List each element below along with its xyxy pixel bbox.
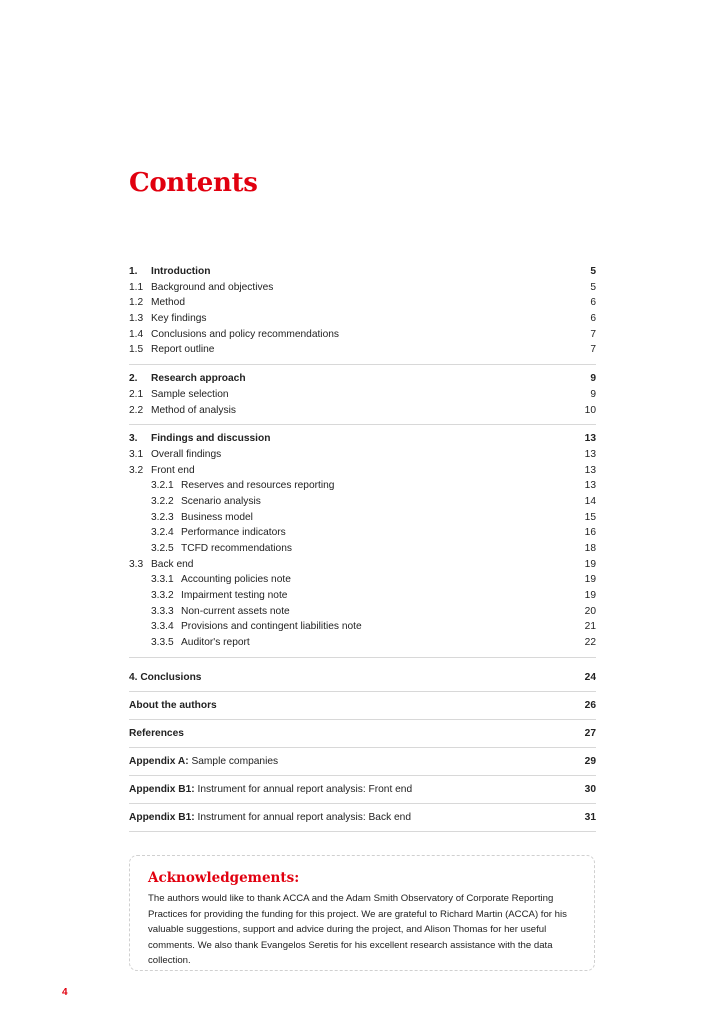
toc-entry-text: Provisions and contingent liabilities note: [181, 621, 362, 633]
toc-entry-text: Performance indicators: [181, 527, 286, 539]
table-of-contents: [129, 264, 596, 832]
section-divider: [129, 364, 596, 365]
toc-entry-page: 19: [584, 558, 596, 570]
toc-entry-label: [129, 295, 185, 311]
toc-entry-page: 9: [590, 388, 596, 400]
toc-entry-text: Auditor's report: [181, 637, 250, 649]
toc-entry-number: 2.2: [129, 404, 144, 416]
toc-section-heading[interactable]: [129, 431, 596, 447]
toc-appendix-strong: Appendix A:: [129, 755, 189, 767]
toc-heading-label: [129, 371, 246, 387]
toc-appendix-strong: Appendix B1:: [129, 783, 195, 795]
toc-entry-label: [129, 387, 229, 403]
toc-entry-number: 3.2: [129, 464, 144, 476]
toc-entry-page: 7: [590, 344, 596, 356]
toc-entry-number: 3.2.5: [151, 543, 174, 554]
toc-entry-number: 3.2.2: [151, 495, 174, 507]
toc-entry-text: Method of analysis: [151, 404, 236, 416]
toc-entry-number: 3.3.3: [151, 605, 174, 617]
toc-heading-label: [129, 264, 210, 280]
toc-appendix-strong: Appendix B1:: [129, 811, 195, 823]
toc-appendix-page: 24: [584, 671, 596, 683]
toc-entry-number: 3.3.1: [151, 574, 174, 586]
toc-entry-label: [129, 311, 207, 327]
page-number: 4: [62, 987, 68, 998]
toc-entry[interactable]: [129, 510, 596, 526]
toc-entry-label: [129, 463, 195, 479]
toc-entry-number: 1.5: [129, 344, 144, 356]
toc-entry-page: 21: [584, 621, 596, 633]
toc-entry-text: Conclusions and policy recommendations: [151, 328, 340, 340]
toc-entry-label: [151, 572, 291, 588]
toc-entry[interactable]: [129, 572, 596, 588]
acknowledgements-title: Acknowledgements:: [148, 870, 300, 886]
toc-entry[interactable]: [129, 311, 596, 327]
toc-appendix-rest: Sample companies: [188, 755, 279, 767]
toc-entry-text: Business model: [181, 511, 253, 523]
toc-entry[interactable]: [129, 387, 596, 403]
page-title: Contents: [129, 168, 258, 198]
toc-entry-page: 6: [590, 297, 596, 309]
toc-heading-label: [129, 431, 270, 447]
toc-entry[interactable]: [129, 342, 596, 358]
toc-entry[interactable]: [129, 635, 596, 651]
toc-entry-text: TCFD recommendations: [181, 543, 292, 554]
toc-entry-label: [151, 494, 261, 510]
toc-entry-label: [151, 525, 286, 541]
toc-entry-page: 15: [584, 511, 596, 523]
toc-heading-number: 1.: [129, 266, 138, 277]
section-divider: [129, 424, 596, 425]
toc-entry-page: 13: [584, 448, 596, 460]
toc-entry[interactable]: [129, 525, 596, 541]
toc-entry-page: 5: [590, 281, 596, 293]
toc-entry-label: [151, 604, 290, 620]
toc-appendix-page: 29: [584, 755, 596, 767]
toc-entry[interactable]: [129, 604, 596, 620]
toc-appendix-entry[interactable]: [129, 664, 596, 692]
toc-entry-page: 19: [584, 574, 596, 586]
toc-heading-text: Introduction: [151, 266, 211, 277]
toc-entry-page: 13: [584, 464, 596, 476]
toc-entry-label: [151, 635, 250, 651]
toc-entry-number: 3.2.3: [151, 511, 174, 523]
toc-entry[interactable]: [129, 403, 596, 419]
toc-appendix-label: [129, 784, 412, 795]
toc-entry-label: [129, 447, 221, 463]
toc-entry-label: [151, 510, 253, 526]
toc-entry[interactable]: [129, 619, 596, 635]
toc-appendix-rest: Instrument for annual report analysis: Back end: [194, 811, 411, 823]
toc-entry-text: Reserves and resources reporting: [181, 480, 335, 492]
toc-entry-label: [129, 327, 339, 343]
toc-section-heading[interactable]: [129, 371, 596, 387]
toc-heading-page: 9: [590, 373, 596, 385]
toc-section-heading[interactable]: [129, 264, 596, 280]
toc-heading-number: 3.: [129, 433, 138, 445]
acknowledgements-text: The authors would like to thank ACCA and the Adam Smith Observatory of Corporate Reporting Practices for providing the funding for this project. We are grateful to Richard Martin (ACCA) for his valuable suggestions, support and advice during the project, and Alison Thomas for her useful comments. We also thank Evangelos Seretis for his excellent research assistance with the data collection.: [148, 893, 567, 966]
toc-appendix-page: 30: [584, 783, 596, 795]
toc-entry-number: 3.1: [129, 448, 144, 460]
toc-entry-label: [151, 588, 287, 604]
toc-appendix-entry[interactable]: [129, 804, 596, 832]
toc-entry-page: 16: [584, 527, 596, 539]
toc-entry-text: Back end: [151, 558, 194, 570]
toc-appendix-label: [129, 812, 411, 823]
toc-entry-label: [151, 541, 292, 557]
toc-entry-page: 14: [584, 495, 596, 507]
toc-entry-page: 18: [584, 543, 596, 554]
toc-appendix-entry[interactable]: [129, 692, 596, 720]
toc-heading-page: 13: [584, 433, 596, 445]
toc-entry[interactable]: [129, 478, 596, 494]
toc-heading-text: Research approach: [151, 373, 246, 385]
toc-entry[interactable]: [129, 327, 596, 343]
toc-entry-number: 3.3: [129, 558, 144, 570]
toc-appendix-label: [129, 700, 217, 711]
toc-appendix-label: [129, 672, 201, 683]
toc-entry[interactable]: [129, 557, 596, 573]
toc-entry-text: Front end: [151, 464, 195, 476]
toc-entry-text: Scenario analysis: [181, 495, 261, 507]
toc-entry-number: 3.2.4: [151, 527, 174, 539]
toc-entry-number: 1.4: [129, 328, 144, 340]
toc-entry[interactable]: [129, 280, 596, 296]
toc-entry-number: 2.1: [129, 388, 144, 400]
toc-entry-number: 1.3: [129, 313, 144, 325]
toc-appendix-strong: About the authors: [129, 699, 217, 711]
toc-entry[interactable]: [129, 463, 596, 479]
toc-entry-text: Background and objectives: [151, 281, 274, 293]
toc-appendix-page: 27: [584, 727, 596, 739]
toc-entry-page: 20: [584, 605, 596, 617]
toc-entry-label: [129, 403, 236, 419]
toc-appendix-rest: Instrument for annual report analysis: Front end: [194, 783, 413, 795]
acknowledgements-box: [129, 855, 595, 971]
toc-heading-page: 5: [590, 266, 596, 277]
toc-appendix-label: [129, 728, 184, 739]
toc-appendix-entry[interactable]: [129, 776, 596, 804]
toc-entry-page: 10: [584, 404, 596, 416]
toc-entry[interactable]: [129, 541, 596, 557]
toc-entry-text: Key findings: [151, 313, 207, 325]
section-divider: [129, 657, 596, 658]
toc-entry-label: [151, 619, 362, 635]
toc-appendix-page: 26: [584, 699, 596, 711]
toc-entry-number: 1.1: [129, 281, 144, 293]
toc-heading-text: Findings and discussion: [151, 433, 271, 445]
toc-appendix-strong: 4. Conclusions: [129, 671, 202, 683]
toc-entry-text: Sample selection: [151, 388, 229, 400]
toc-entry-text: Overall findings: [151, 448, 222, 460]
toc-entry-label: [151, 478, 334, 494]
toc-entry-page: 19: [584, 590, 596, 602]
toc-entry-label: [129, 280, 273, 296]
toc-entry-number: 3.3.4: [151, 621, 174, 633]
toc-entry-text: Method: [151, 297, 185, 309]
toc-entry-number: 1.2: [129, 297, 144, 309]
toc-entry[interactable]: [129, 588, 596, 604]
toc-entry-label: [129, 342, 214, 358]
toc-entry[interactable]: [129, 295, 596, 311]
toc-entry-text: Non-current assets note: [181, 605, 290, 617]
toc-entry-number: 3.3.2: [151, 590, 174, 602]
toc-entry-page: 13: [584, 480, 596, 492]
toc-entry-page: 22: [584, 637, 596, 649]
toc-appendix-entry[interactable]: [129, 748, 596, 776]
toc-entry-page: 7: [590, 328, 596, 340]
toc-entry-page: 6: [590, 313, 596, 325]
toc-appendix-page: 31: [584, 811, 596, 823]
toc-entry-number: 3.2.1: [151, 480, 174, 492]
toc-appendix-entry[interactable]: [129, 720, 596, 748]
toc-entry[interactable]: [129, 494, 596, 510]
toc-entry-text: Impairment testing note: [181, 590, 288, 602]
toc-entry[interactable]: [129, 447, 596, 463]
toc-entry-label: [129, 557, 193, 573]
toc-appendix-strong: References: [129, 727, 184, 739]
toc-appendix-label: [129, 756, 278, 767]
toc-heading-number: 2.: [129, 373, 138, 385]
toc-entry-text: Report outline: [151, 344, 215, 356]
toc-entry-number: 3.3.5: [151, 637, 174, 649]
toc-entry-text: Accounting policies note: [181, 574, 291, 586]
